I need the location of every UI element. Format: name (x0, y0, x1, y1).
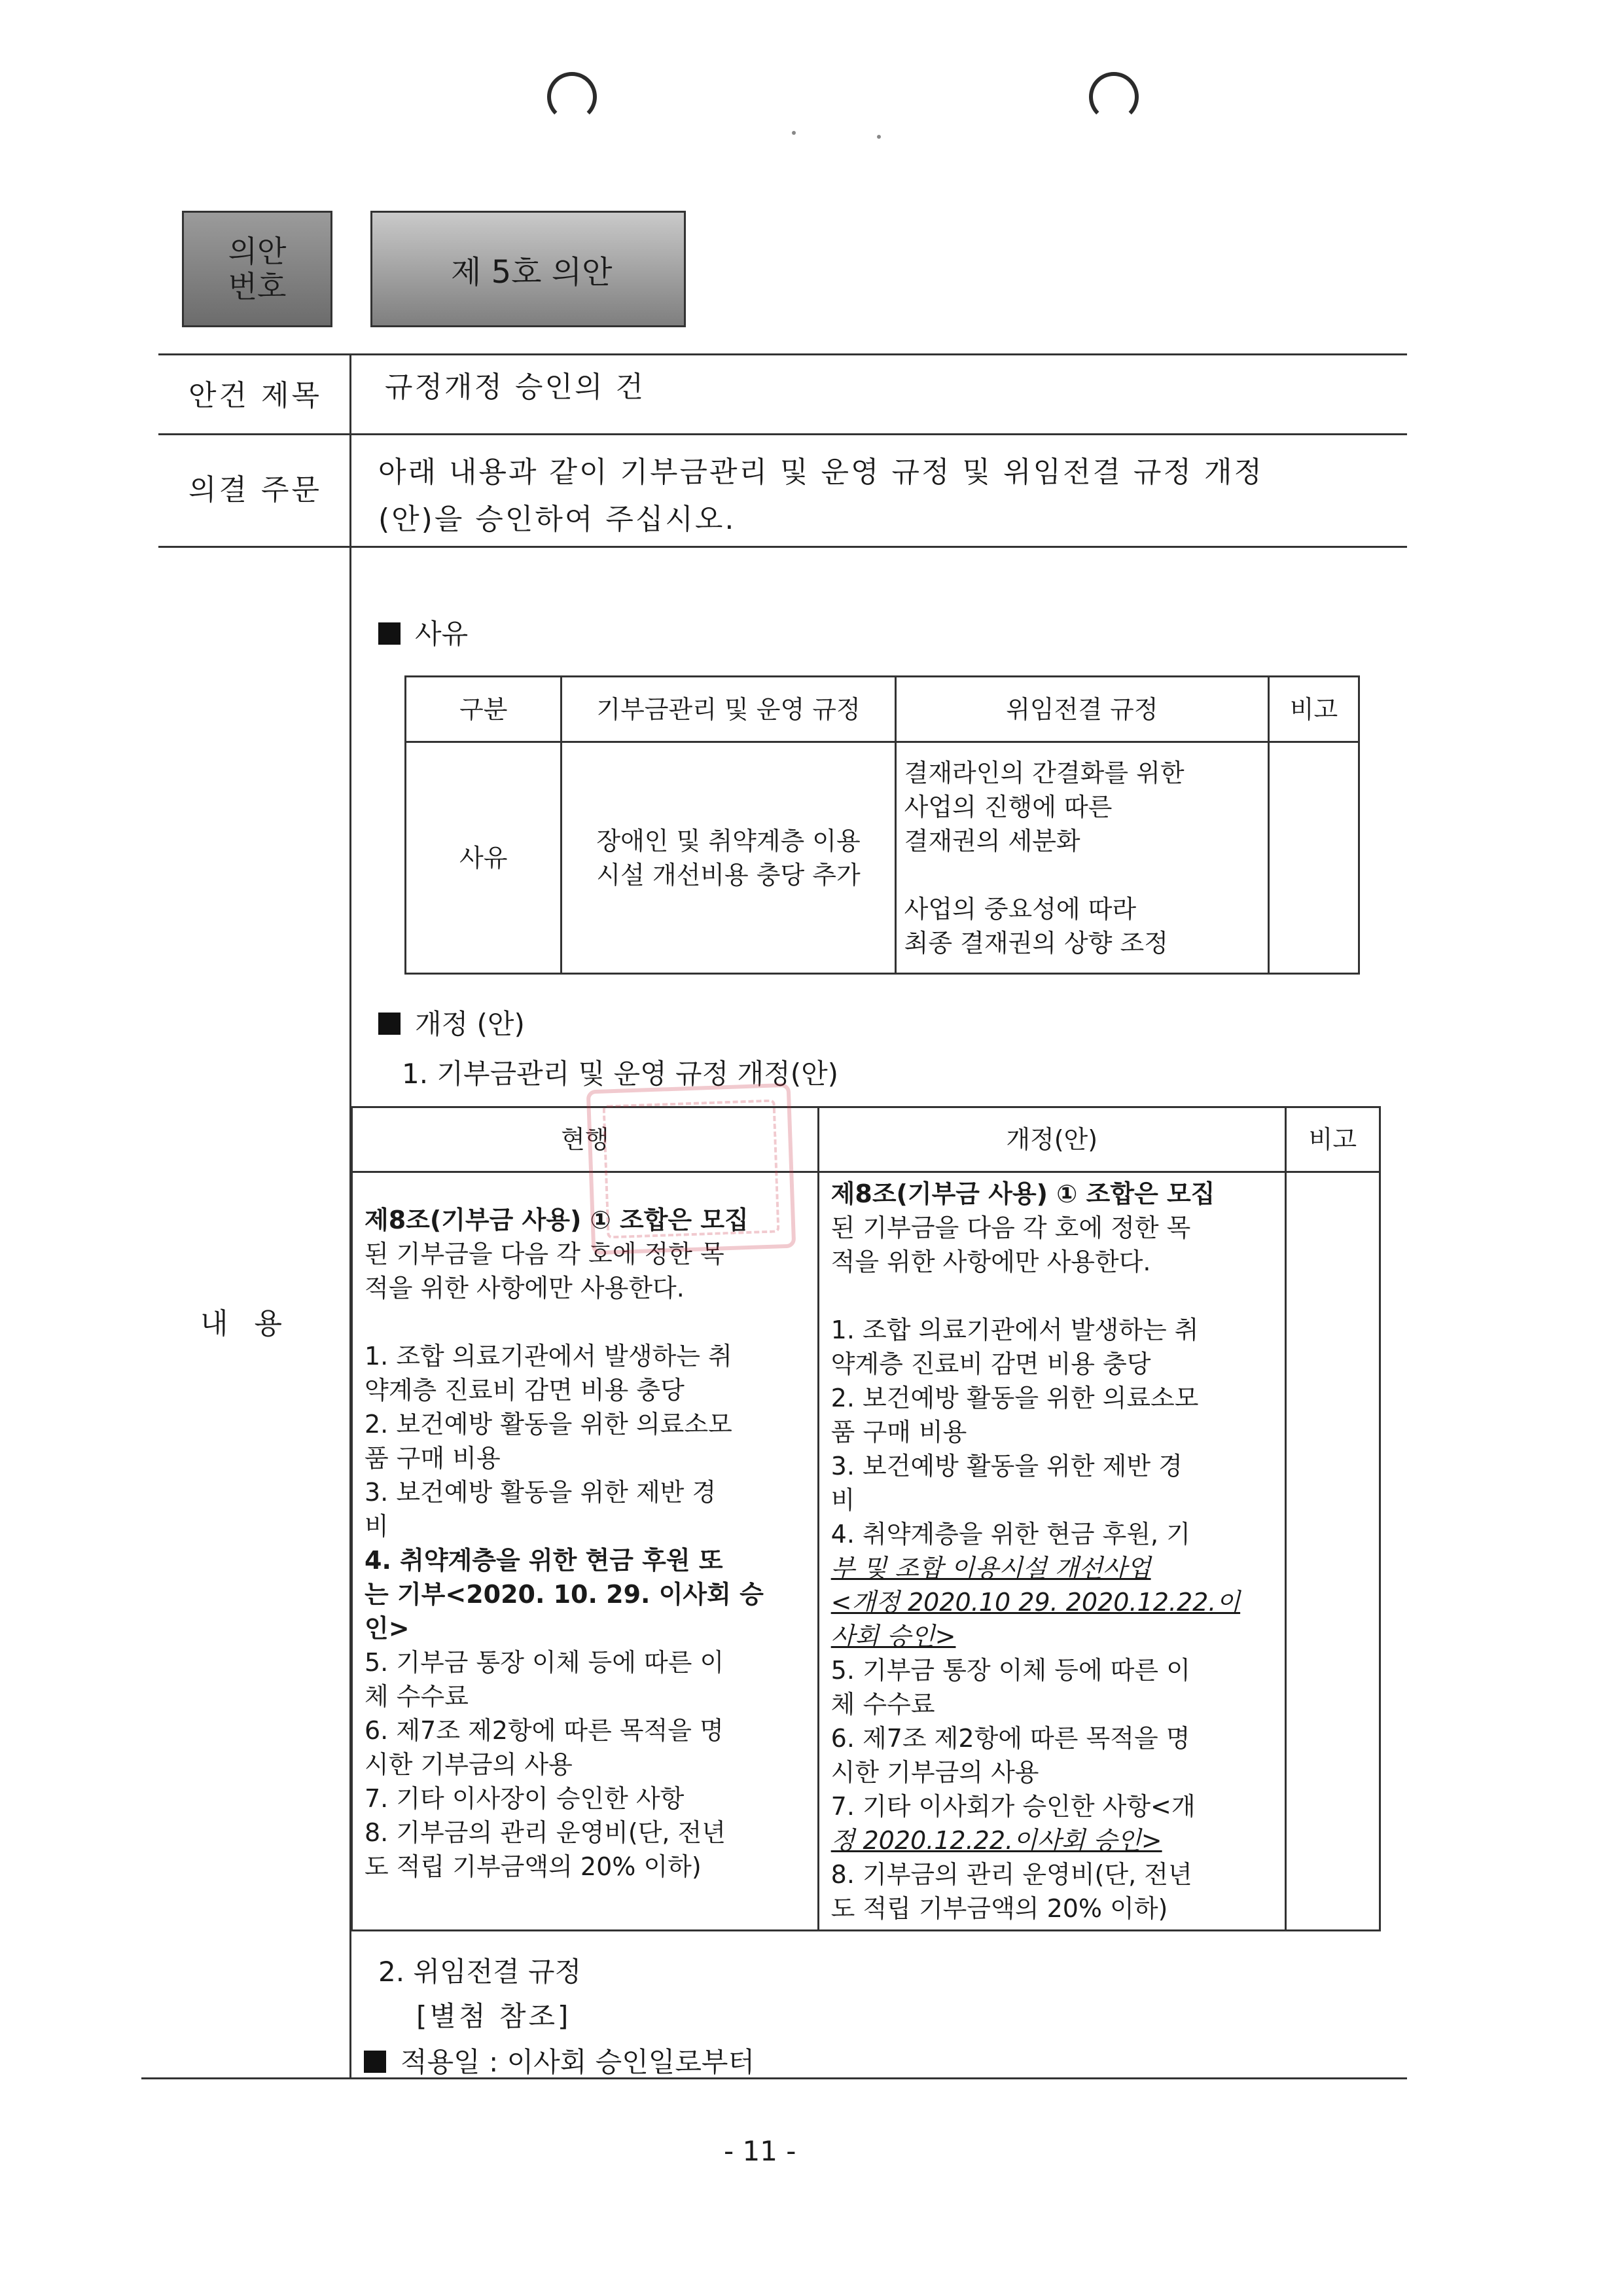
revision-line: 시한 기부금의 사용 (830, 1758, 1039, 1787)
revision-line: 는 기부<2020. 10. 29. 이사회 승 (365, 1580, 764, 1609)
reason-delegation-line: 결재라인의 간결화를 위한 (904, 758, 1185, 787)
scan-speck (792, 131, 796, 135)
reason-donation-line: 시설 개선비용 충당 추가 (596, 860, 861, 889)
revision-sub2-note: [별첨 참조] (416, 2000, 571, 2032)
revision-line: 1. 조합 의료기관에서 발생하는 취 (365, 1342, 732, 1371)
reason-delegation-cell (895, 742, 1269, 974)
revision-line: 2. 보건예방 활동을 위한 의료소모 (830, 1384, 1199, 1412)
reason-row-label: 사유 (406, 742, 562, 974)
punch-hole-right (1089, 72, 1139, 122)
revision-current-cell (352, 1172, 819, 1931)
effective-date-text: 적용일 : 이사회 승인일로부터 (401, 2046, 755, 2078)
agenda-number-box (182, 211, 686, 327)
divider-title (158, 433, 1407, 435)
revision-line: 4. 취약계층을 위한 현금 후원 또 (365, 1546, 723, 1575)
revision-line: 체 수수료 (830, 1690, 935, 1719)
reason-donation-line: 장애인 및 취약계층 이용 (596, 826, 861, 855)
revision-header-note: 비고 (1285, 1107, 1380, 1172)
scan-speck (877, 135, 881, 139)
square-bullet-icon (378, 622, 401, 645)
divider-order (158, 546, 1407, 548)
reason-delegation-line (904, 858, 1260, 892)
revision-line: 체 수수료 (365, 1682, 469, 1711)
revision-heading-text: 개정 (안) (415, 1008, 525, 1040)
effective-date (364, 2041, 755, 2080)
square-bullet-icon (378, 1013, 401, 1035)
reason-header-delegation: 위임전결 규정 (895, 677, 1269, 742)
revision-line: 된 기부금을 다음 각 호에 정한 목 (830, 1213, 1191, 1242)
revision-revised-cell (818, 1172, 1285, 1931)
revision-line: 된 기부금을 다음 각 호에 정한 목 (365, 1240, 724, 1268)
revision-line: 비 (830, 1486, 855, 1515)
reason-heading-text: 사유 (415, 618, 469, 650)
order-label: 의결 주문 (188, 473, 323, 507)
revision-header-current: 현행 (352, 1107, 819, 1172)
reason-delegation-line: 사업의 중요성에 따라 (904, 894, 1137, 924)
revision-line: <개정 2020.10 29. 2020.12.22.이 (830, 1588, 1241, 1617)
revision-heading (378, 1003, 525, 1042)
revision-line (365, 1305, 806, 1339)
revised-lines (831, 1177, 1273, 1926)
revision-line: 도 적립 기부금액의 20% 이하) (365, 1852, 702, 1881)
revision-line: 시한 기부금의 사용 (365, 1750, 573, 1779)
punch-hole-left (547, 72, 597, 122)
revision-line (831, 1279, 1273, 1313)
revision-line: 6. 제7조 제2항에 따른 목적을 명 (830, 1724, 1190, 1753)
square-bullet-icon (364, 2051, 386, 2073)
reason-header-note: 비고 (1269, 677, 1359, 742)
revision-line: 도 적립 기부금액의 20% 이하) (830, 1894, 1168, 1923)
revision-line: 7. 기타 이사회가 승인한 사항<개 (830, 1792, 1196, 1821)
revision-line: 부 및 조합 이용시설 개선사업 (830, 1554, 1151, 1583)
page-number: - 11 - (724, 2135, 796, 2167)
reason-header-category: 구분 (406, 677, 562, 742)
agenda-number-label (182, 211, 332, 327)
reason-delegation-line: 최종 결재권의 상향 조정 (904, 928, 1168, 958)
revision-line: 8. 기부금의 관리 운영비(단, 전년 (365, 1818, 726, 1847)
revision-line: 8. 기부금의 관리 운영비(단, 전년 (830, 1860, 1192, 1889)
content-label: 내 용 (200, 1307, 285, 1340)
agenda-number-label-line1: 의안 (228, 234, 287, 269)
revision-sub1: 1. 기부금관리 및 운영 규정 개정(안) (402, 1058, 839, 1090)
revision-line: 비 (365, 1512, 389, 1541)
revision-line: 인> (365, 1614, 410, 1643)
order-value (378, 449, 1264, 543)
revision-line: 약계층 진료비 감면 비용 충당 (830, 1350, 1151, 1378)
reason-delegation-line: 사업의 진행에 따른 (904, 792, 1113, 821)
revision-line: 1. 조합 의료기관에서 발생하는 취 (830, 1316, 1199, 1344)
revision-table (351, 1106, 1381, 1931)
reason-heading (378, 613, 468, 652)
revision-note-cell (1285, 1172, 1380, 1931)
divider-top (158, 353, 1407, 355)
divider-bottom (141, 2077, 1407, 2079)
revision-line: 6. 제7조 제2항에 따른 목적을 명 (365, 1716, 724, 1745)
revision-line: 적을 위한 사항에만 사용한다. (365, 1274, 685, 1302)
title-value: 규정개정 승인의 건 (385, 370, 646, 404)
revision-sub2: 2. 위임전결 규정 (378, 1956, 582, 1988)
agenda-number-label-line2: 번호 (228, 269, 287, 304)
revision-line: 정 2020.12.22.이사회 승인> (830, 1826, 1162, 1855)
reason-header-donation: 기부금관리 및 운영 규정 (562, 677, 895, 742)
revision-line: 약계층 진료비 감면 비용 충당 (365, 1376, 685, 1405)
current-lines (365, 1177, 806, 1884)
revision-line: 3. 보건예방 활동을 위한 제반 경 (830, 1452, 1183, 1480)
order-value-line2: (안)을 승인하여 주십시오. (378, 503, 736, 536)
revision-line: 3. 보건예방 활동을 위한 제반 경 (365, 1478, 717, 1507)
revision-line: 4. 취약계층을 위한 현금 후원, 기 (830, 1520, 1190, 1549)
order-value-line1: 아래 내용과 같이 기부금관리 및 운영 규정 및 위임전결 규정 개정 (378, 456, 1264, 489)
revision-line: 5. 기부금 통장 이체 등에 따른 이 (365, 1648, 724, 1677)
revision-line: 품 구매 비용 (830, 1418, 967, 1446)
title-label: 안건 제목 (188, 379, 323, 412)
agenda-number-value: 제 5호 의안 (370, 211, 686, 327)
revision-line: 제8조(기부금 사용) ① 조합은 모집 (830, 1179, 1215, 1208)
revision-line: 적을 위한 사항에만 사용한다. (830, 1247, 1151, 1276)
revision-line: 품 구매 비용 (365, 1444, 501, 1473)
reason-table (404, 675, 1360, 975)
reason-note-cell (1269, 742, 1359, 974)
reason-donation-cell (562, 742, 895, 974)
revision-line: 7. 기타 이사장이 승인한 사항 (365, 1784, 685, 1813)
revision-header-revised: 개정(안) (818, 1107, 1285, 1172)
revision-line: 5. 기부금 통장 이체 등에 따른 이 (830, 1656, 1190, 1685)
revision-line: 제8조(기부금 사용) ① 조합은 모집 (365, 1206, 749, 1234)
revision-line: 2. 보건예방 활동을 위한 의료소모 (365, 1410, 732, 1439)
approval-stamp-icon (586, 1083, 796, 1255)
reason-delegation-line: 결재권의 세분화 (904, 826, 1080, 855)
revision-line: 사회 승인> (830, 1622, 956, 1651)
